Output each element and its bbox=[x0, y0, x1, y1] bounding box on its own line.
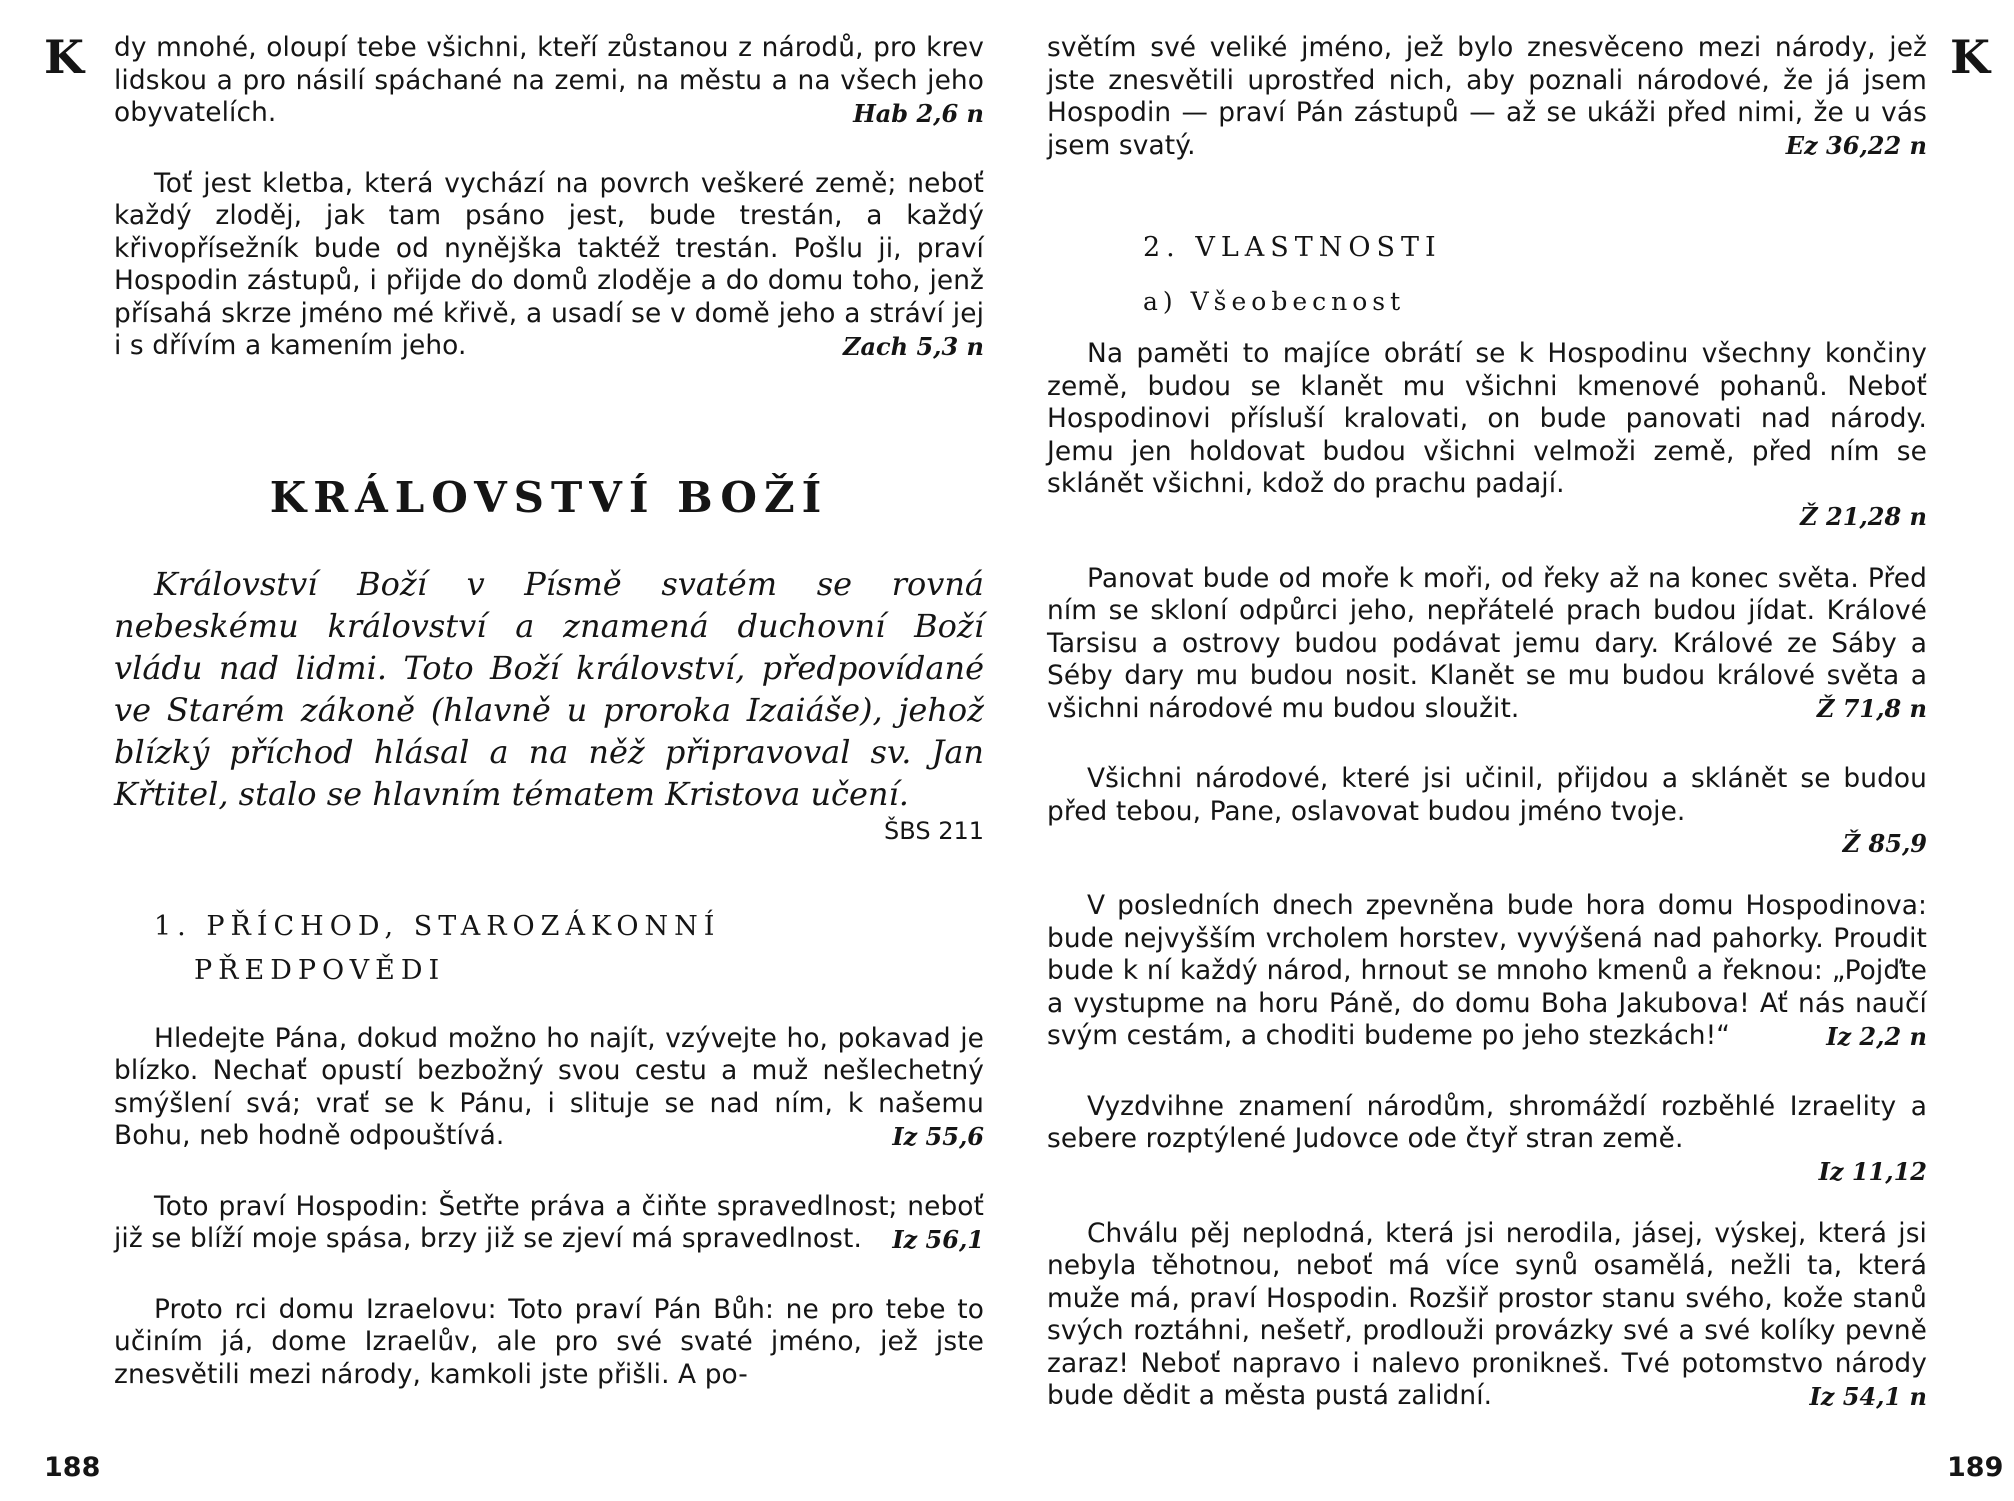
paragraph: Proto rci domu Izraelovu: Toto praví Pán Bůh: ne pro tebe to učiním já, dome Izraelův, ale pro své svaté jméno, jež jste znesvětili mezi národy, kamkoli jste přišli. A po- bbox=[114, 1293, 984, 1390]
section-heading: 2. VLASTNOSTI bbox=[1143, 232, 1442, 263]
scripture-reference: Ž 85,9 bbox=[1842, 829, 1927, 858]
scripture-reference: Iz 55,6 bbox=[892, 1121, 984, 1151]
paragraph: Na paměti to majíce obrátí se k Hospodinu všechny končiny země, budou se klanět mu všichni kmenové pohanů. Neboť Hospodinovi přísluší kralovati, on bude panovati nad národy. Jemu jen holdovat budou všichni velmoži země, před ním se sklánět všichni, kdož do prachu padají. bbox=[1047, 338, 1927, 499]
chapter-title: KRÁLOVSTVÍ BOŽÍ bbox=[269, 472, 829, 522]
paragraph: V posledních dnech zpevněna bude hora domu Hospodinova: bude nejvyšším vrcholem horstev, vyvýšená nad pahorky. Proudit bude k ní každý národ, hrnout se mnoho kmenů a řeknou: „Pojďte a vystupme na horu Páně, do domu Boha Jakubova! Ať nás naučí svým cestám, a choditi budeme po jeho stezkách!“ bbox=[1047, 890, 1927, 1051]
scripture-reference: Ž 21,28 n bbox=[1800, 501, 1927, 531]
right-page bbox=[1007, 0, 2014, 1501]
paragraph: světím své veliké jméno, jež bylo znesvěceno mezi národy, jež jste znesvětili uprostřed nich, aby poznali národové, že já jsem Hospodin — praví Pán zástupů — až se ukáži před nimi, že u vás jsem svatý. bbox=[1047, 32, 1927, 161]
paragraph: Všichni národové, které jsi učinil, přijdou a sklánět se budou před tebou, Pane, oslavovat budou jméno tvoje. bbox=[1047, 763, 1927, 827]
scripture-reference: Iz 11,12 bbox=[1818, 1156, 1927, 1186]
page-number: 188 bbox=[44, 1452, 101, 1483]
right-column bbox=[1047, 32, 1927, 1413]
intro-source-reference: ŠBS 211 bbox=[884, 816, 984, 845]
scripture-reference: Iz 2,2 n bbox=[1826, 1021, 1927, 1051]
paragraph: Chválu pěj neplodná, která jsi nerodila, jásej, výskej, která jsi nebyla těhotnou, neboť má více synů osamělá, nežli ta, která muže má, praví Hospodin. Rozšiř prostor stanu svého, kože stanů svých roztáhni, nešetř, prodlouži provázky své a své kolíky pevně zaraz! Neboť napravo i nalevo pronikneš. Tvé potomstvo národy bude dědit a města pustá zalidní. bbox=[1047, 1217, 1927, 1411]
scripture-reference: Ž 71,8 n bbox=[1816, 694, 1927, 723]
section-heading-continued: PŘEDPOVĚDI bbox=[194, 954, 446, 986]
header-letter: K bbox=[1950, 30, 1990, 84]
chapter-intro: Království Boží v Písmě svatém se rovná nebeskému království a znamená duchovní Boží vládu nad lidmi. Toto Boží království, předpovídané ve Starém zákoně (hlavně u proroka Izaiáše), jehož blízký příchod hlásal a na něž připravoval sv. Jan Křtitel, stalo se hlavním tématem Kristova učení. bbox=[114, 564, 984, 813]
section-heading: 1. PŘÍCHOD, STAROZÁKONNÍ bbox=[154, 910, 721, 942]
subsection-heading: a) Všeobecnost bbox=[1143, 287, 1406, 316]
scripture-reference: Ez 36,22 n bbox=[1785, 131, 1927, 160]
header-letter: K bbox=[44, 30, 84, 84]
paragraph: Vyzdvihne znamení národům, shromáždí rozběhlé Izraelity a sebere rozptýlené Judovce ode čtyř stran země. bbox=[1047, 1090, 1927, 1154]
scripture-reference: Zach 5,3 n bbox=[842, 331, 984, 361]
left-column bbox=[114, 32, 984, 1391]
paragraph: Panovat bude od moře k moři, od řeky až na konec světa. Před ním se skloní odpůrci jeho, nepřátelé prach budou jídat. Králové Tarsisu a ostrovy budou podávat jemu dary. Králové ze Sáby a Séby dary mu budou nosit. Klanět se mu budou králové světa a všichni národové mu budou sloužit. bbox=[1047, 562, 1927, 724]
scripture-reference: Hab 2,6 n bbox=[853, 98, 984, 128]
paragraph: Toto praví Hospodin: Šetřte práva a čiňte spravedlnost; neboť již se blíží moje spása, brzy již se zjeví má spravedlnost. bbox=[114, 1190, 984, 1254]
paragraph: dy mnohé, oloupí tebe všichni, kteří zůstanou z národů, pro krev lidskou a pro násilí spáchané na zemi, na městu a na všech jeho obyvatelích. bbox=[114, 32, 984, 128]
page-number: 189 bbox=[1947, 1452, 2004, 1483]
paragraph: Hledejte Pána, dokud možno ho najít, vzývejte ho, pokavad je blízko. Nechať opustí bezbožný svou cestu a muž nešlechetný smýšlení svá; vrať se k Pánu, i slituje se nad ním, k našemu Bohu, neb hodně odpouštívá. bbox=[114, 1022, 984, 1151]
scripture-reference: Iz 56,1 bbox=[892, 1224, 984, 1254]
paragraph: Toť jest kletba, která vychází na povrch veškeré země; neboť každý zloděj, jak tam psáno jest, bude trestán, a každý křivopřísežník bude od nynějška taktéž trestán. Pošlu ji, praví Hospodin zástupů, i přijde do domů zloděje a do domu toho, jenž přísahá skrze jméno mé křivě, a usadí se v domě jeho a stráví jej i s dřívím a kamením jeho. bbox=[114, 167, 984, 361]
scripture-reference: Iz 54,1 n bbox=[1809, 1381, 1927, 1411]
